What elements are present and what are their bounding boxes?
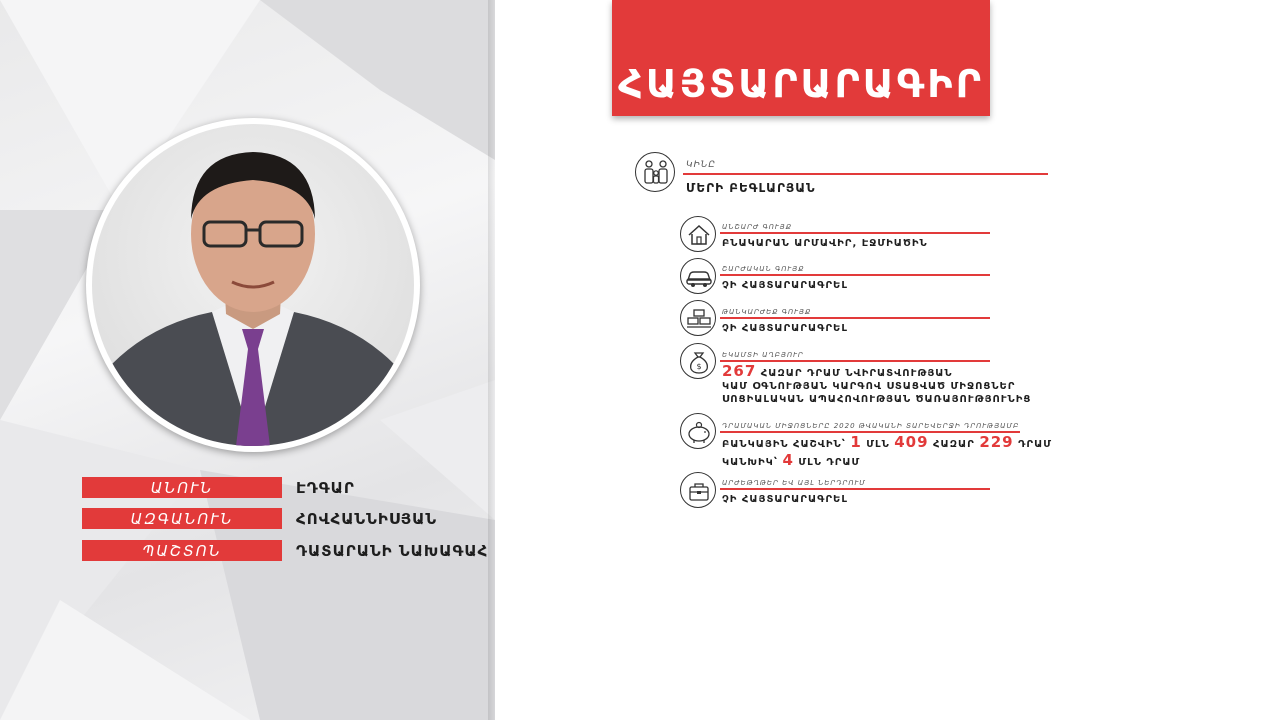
bank-thousand-amount: 409 xyxy=(894,433,929,451)
bank-mln-amount: 1 xyxy=(850,433,862,451)
briefcase-icon xyxy=(680,472,716,508)
bank-dram-amount: 229 xyxy=(979,433,1014,451)
bank-dram-word: ԴՐԱՄ xyxy=(1018,439,1053,450)
movable-label: ՇԱՐԺԱԿԱՆ ԳՈՒՅՔ xyxy=(722,265,805,273)
income-label: ԵԿԱՄՏԻ ԱՂԲՅՈՒՐ xyxy=(722,351,804,359)
real-estate-divider xyxy=(720,232,990,234)
piggy-bank-icon xyxy=(680,413,716,449)
portrait-frame xyxy=(86,118,420,452)
income-amount: 267 xyxy=(722,362,757,380)
cash-mln-amount: 4 xyxy=(782,451,794,469)
page-title: ՀԱՅՏԱՐԱՐԱԳԻՐ xyxy=(618,62,984,106)
income-text-1: ՀԱԶԱՐ ԴՐԱՄ ՆՎԻՐԱՏՎՈՒԹՅԱՆ xyxy=(760,368,953,379)
info-row-first-name xyxy=(82,477,355,498)
income-line-3: ՍՈՑԻԱԼԱԿԱՆ ԱՊԱՀՈՎՈՒԹՅԱՆ ԾԱՌԱՅՈՒԹՅՈՒՆԻՑ xyxy=(722,394,1032,405)
house-icon xyxy=(680,216,716,252)
interests-value: ՉԻ ՀԱՅՏԱՐԱՐԱԳՐԵԼ xyxy=(722,494,848,505)
cash-suffix: ՄԼՆ ԴՐԱՄ xyxy=(798,457,861,468)
first-name-value: ԷԴԳԱՐ xyxy=(296,478,355,497)
svg-text:$: $ xyxy=(696,362,702,371)
gold-bars-icon xyxy=(680,300,716,336)
bank-mln-word: ՄԼՆ xyxy=(866,439,890,450)
last-name-label: ԱԶԳԱՆՈՒՆ xyxy=(82,508,282,529)
title-banner xyxy=(612,0,990,116)
spouse-label: ԿԻՆԸ xyxy=(686,160,716,170)
position-label: ՊԱՇՏՈՆ xyxy=(82,540,282,561)
valuables-value: ՉԻ ՀԱՅՏԱՐԱՐԱԳՐԵԼ xyxy=(722,323,848,334)
income-line-2: ԿԱՄ ՕԳՆՈՒԹՅԱՆ ԿԱՐԳՈՎ ՍՏԱՑՎԱԾ ՄԻՋՈՑՆԵՐ xyxy=(722,381,1016,392)
interests-divider xyxy=(720,488,990,490)
money-bag-icon xyxy=(680,343,716,379)
bank-prefix: ԲԱՆԿԱՅԻՆ ՀԱՇՎԻՆ՝ xyxy=(722,439,846,450)
spouse-divider xyxy=(683,173,1048,175)
person-photo xyxy=(92,124,414,446)
bank-thousand-word: ՀԱԶԱՐ xyxy=(933,439,975,450)
info-row-last-name xyxy=(82,508,437,529)
income-line-1 xyxy=(722,362,953,380)
funds-bank-line xyxy=(722,433,1052,451)
car-icon xyxy=(680,258,716,294)
info-row-position xyxy=(82,540,488,561)
real-estate-label: ԱՆՇԱՐԺ ԳՈՒՅՔ xyxy=(722,223,793,231)
movable-value: ՉԻ ՀԱՅՏԱՐԱՐԱԳՐԵԼ xyxy=(722,280,848,291)
family-icon xyxy=(635,152,675,192)
cash-prefix: ԿԱՆԽԻԿ՝ xyxy=(722,457,778,468)
movable-divider xyxy=(720,274,990,276)
valuables-label: ԹԱՆԿԱՐԺԵՔ ԳՈՒՅՔ xyxy=(722,308,812,316)
position-value: ԴԱՏԱՐԱՆԻ ՆԱԽԱԳԱՀ xyxy=(296,541,489,560)
valuables-divider xyxy=(720,317,990,319)
interests-label: ԱՐԺԵԹՂԹԵՐ ԵՎ ԱՅԼ ՆԵՐԴՐՈՒՄ xyxy=(722,479,866,487)
spouse-name: ՄԵՐԻ ԲԵԳԼԱՐՅԱՆ xyxy=(686,181,816,195)
first-name-label: ԱՆՈՒՆ xyxy=(82,477,282,498)
funds-label: ԴՐԱՄԱԿԱՆ ՄԻՋՈՑՆԵՐԸ 2020 ԹՎԱԿԱՆԻ ՏԱՐԵՎԵՐՋԻ ԴՐՈՒԹՅԱՄԲ xyxy=(722,422,1020,430)
funds-cash-line xyxy=(722,451,860,469)
real-estate-value: ԲՆԱԿԱՐԱՆ ԱՐՄԱՎԻՐ, ԷՋՄԻԱԾԻՆ xyxy=(722,238,928,249)
last-name-value: ՀՈՎՀԱՆՆԻՍՅԱՆ xyxy=(296,509,438,528)
